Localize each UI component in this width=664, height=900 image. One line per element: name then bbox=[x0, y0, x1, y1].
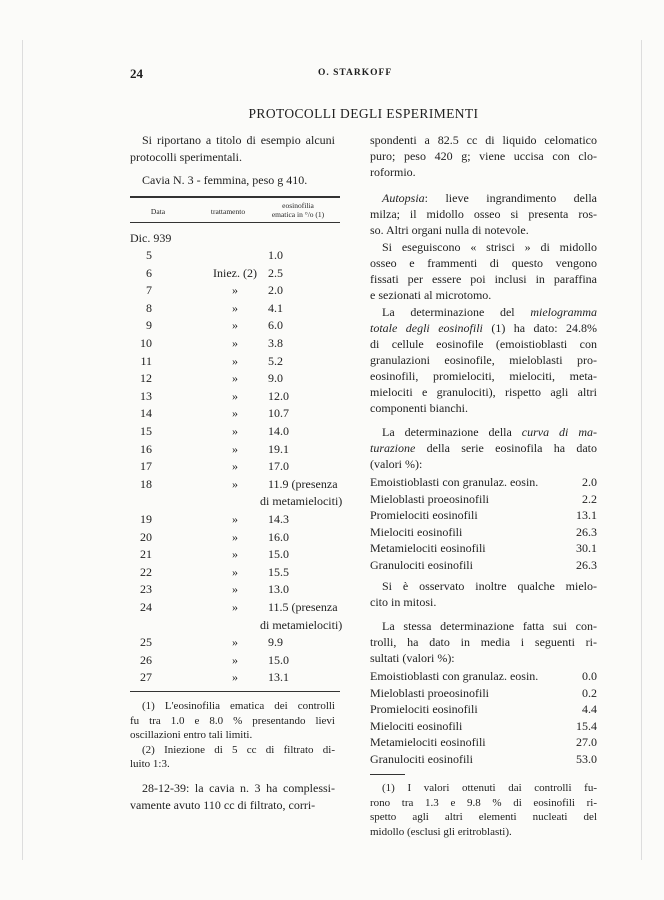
value-number: 30.1 bbox=[576, 541, 597, 556]
table-row bbox=[130, 247, 340, 265]
cell-value: 9.0 bbox=[268, 371, 283, 386]
table-row bbox=[130, 335, 340, 353]
footnote bbox=[130, 699, 335, 743]
cell-value: 4.1 bbox=[268, 300, 283, 315]
paragraph-mielogramma bbox=[370, 304, 597, 416]
cell-date: 21 bbox=[140, 547, 152, 562]
cell-date: 7 bbox=[146, 283, 152, 298]
italic-text: mielogramma bbox=[530, 305, 597, 319]
cell-value: 10.7 bbox=[268, 406, 289, 421]
table-row bbox=[130, 423, 340, 441]
cell-date: 22 bbox=[140, 564, 152, 579]
cell-value: 15.5 bbox=[268, 564, 289, 579]
value-number: 4.4 bbox=[582, 702, 597, 717]
value-label: Granulociti eosinofili bbox=[370, 557, 473, 572]
text-line: spondenti a 82.5 cc di liquido celomatico bbox=[370, 133, 597, 147]
paragraph-autopsia bbox=[370, 190, 597, 238]
table-row bbox=[130, 511, 340, 529]
table-row bbox=[130, 353, 340, 371]
text-line: (1) I valori ottenuti dai controlli fu- bbox=[382, 782, 597, 794]
cell-note: di metamielociti) bbox=[260, 617, 343, 632]
table-row bbox=[130, 405, 340, 423]
cell-treatment: » bbox=[232, 512, 238, 526]
paragraph-strisci bbox=[370, 239, 597, 303]
cell-value: 11.5 (presenza bbox=[268, 600, 338, 614]
table-row bbox=[130, 546, 340, 564]
table-row bbox=[130, 634, 340, 652]
value-number: 26.3 bbox=[576, 557, 597, 572]
text-line bbox=[370, 304, 597, 320]
subject-line: Cavia N. 3 - femmina, peso g 410. bbox=[142, 173, 308, 187]
value-label: Emoistioblasti con granulaz. eosin. bbox=[370, 475, 539, 489]
cell-treatment: » bbox=[232, 424, 238, 438]
col-header-date: Data bbox=[150, 207, 166, 216]
text-line: so. Altri organi nulla di notevole. bbox=[370, 223, 529, 237]
value-label: Mielociti eosinofili bbox=[370, 718, 463, 733]
text-line: midollo (esclusi gli eritroblasti). bbox=[370, 825, 512, 838]
text-line: componenti bianchi. bbox=[370, 401, 468, 415]
value-label: Metamielociti eosinofili bbox=[370, 541, 486, 556]
cell-treatment: » bbox=[232, 300, 238, 315]
intro-paragraph bbox=[130, 132, 335, 166]
cell-value: 14.3 bbox=[268, 512, 289, 526]
maturation-treated-list bbox=[370, 474, 597, 574]
paragraph-continuation bbox=[370, 132, 597, 180]
col-header-treatment: trattamento bbox=[210, 207, 246, 216]
text-line: puro; peso 420 g; viene uccisa con clo- bbox=[370, 149, 597, 163]
cell-date: 24 bbox=[140, 600, 152, 614]
text-line: granulazioni eosinofile, mieloblasti pro- bbox=[370, 353, 597, 367]
text-line: Si eseguiscono « strisci » di midollo bbox=[382, 240, 597, 254]
text-segment: (1) ha dato: 24.8% bbox=[482, 321, 597, 335]
cell-value: 9.9 bbox=[268, 635, 283, 650]
value-number: 53.0 bbox=[576, 751, 597, 766]
paragraph-mitosi bbox=[370, 578, 597, 610]
table-row bbox=[130, 652, 340, 670]
cell-treatment: » bbox=[232, 353, 238, 368]
value-number: 27.0 bbox=[576, 735, 597, 750]
text-line: oscillazioni entro tali limiti. bbox=[130, 729, 253, 741]
table-header-rule bbox=[130, 222, 340, 223]
value-number: 0.2 bbox=[582, 685, 597, 700]
value-label: Mieloblasti proeosinofili bbox=[370, 491, 489, 506]
section-title: PROTOCOLLI DEGLI ESPERIMENTI bbox=[248, 106, 479, 121]
text-line: eosinofili, promielociti, mielociti, meta- bbox=[370, 369, 597, 383]
text-line: rono tra 1.3 e 9.8 % di eosinofili ri- bbox=[370, 796, 597, 809]
text-line bbox=[370, 424, 597, 440]
table-row bbox=[130, 388, 340, 406]
text-line: vamente avuto 110 cc di filtrato, corri- bbox=[130, 797, 316, 812]
cell-date: 27 bbox=[140, 670, 152, 685]
value-row bbox=[370, 668, 597, 685]
text-line: di cellule eosinofile (emoistioblasti con bbox=[370, 337, 597, 351]
table-row bbox=[130, 529, 340, 547]
paragraph-controlli bbox=[370, 618, 597, 666]
table-top-rule bbox=[130, 196, 340, 198]
text-line: cito in mitosi. bbox=[370, 595, 437, 609]
value-number: 2.0 bbox=[582, 475, 597, 489]
cell-treatment: » bbox=[232, 582, 238, 597]
text-line: luito 1:3. bbox=[130, 758, 170, 770]
cell-date: 6 bbox=[146, 265, 152, 280]
cell-value: 6.0 bbox=[268, 318, 283, 333]
cell-date: 10 bbox=[140, 336, 152, 350]
cell-value: 1.0 bbox=[268, 248, 283, 262]
cell-treatment: » bbox=[232, 318, 238, 333]
value-number: 26.3 bbox=[576, 524, 597, 539]
cell-date: 13 bbox=[140, 388, 152, 403]
cell-treatment: » bbox=[232, 547, 238, 562]
cell-value: 5.2 bbox=[268, 353, 283, 368]
cell-value: 2.0 bbox=[268, 283, 283, 298]
text-line: Si riportano a titolo di esempio alcuni bbox=[142, 133, 335, 147]
table-row bbox=[130, 300, 340, 318]
value-number: 2.2 bbox=[582, 491, 597, 506]
cell-value: 13.0 bbox=[268, 582, 289, 597]
cell-treatment: » bbox=[232, 652, 238, 667]
text-line: fissati per essere poi inclusi in paraffina bbox=[370, 272, 597, 286]
text-line bbox=[370, 320, 597, 336]
value-label: Mieloblasti proeosinofili bbox=[370, 685, 489, 700]
cell-date: 8 bbox=[146, 300, 152, 315]
running-head: O. STARKOFF bbox=[318, 68, 393, 78]
cell-value: 15.0 bbox=[268, 652, 289, 667]
footnote bbox=[130, 743, 335, 772]
value-row bbox=[370, 540, 597, 557]
cell-treatment: » bbox=[232, 670, 238, 685]
cell-date: 26 bbox=[140, 652, 152, 667]
cell-date: 14 bbox=[140, 406, 152, 421]
cell-value: 17.0 bbox=[268, 459, 289, 474]
table-row bbox=[130, 564, 340, 582]
value-label: Metamielociti eosinofili bbox=[370, 735, 486, 750]
cell-date: 25 bbox=[140, 635, 152, 650]
italic-text: totale degli eosinofili bbox=[370, 321, 483, 335]
cell-treatment: » bbox=[232, 476, 238, 491]
value-row bbox=[370, 751, 597, 768]
right-footnote bbox=[370, 781, 597, 839]
value-row bbox=[370, 507, 597, 524]
text-line: fu tra 1.0 e 8.0 % presentando lievi bbox=[130, 714, 335, 727]
text-segment: : lieve ingrandimento della bbox=[424, 191, 597, 205]
text-line: spetto agli altri elementi nucleati del bbox=[370, 811, 597, 823]
value-label: Promielociti eosinofili bbox=[370, 508, 478, 523]
text-line: protocolli sperimentali. bbox=[130, 149, 242, 164]
table-row-note bbox=[130, 493, 343, 511]
cell-date: 15 bbox=[140, 424, 152, 438]
text-line: mielociti e granulociti), rispetto agli altri bbox=[370, 385, 597, 399]
text-line: roformio. bbox=[370, 165, 416, 179]
col-header-eosinophilia bbox=[258, 201, 338, 219]
text-line: 28-12-39: la cavia n. 3 ha complessi- bbox=[142, 781, 335, 795]
cell-value: 15.0 bbox=[268, 547, 289, 562]
cell-value: 13.1 bbox=[268, 670, 289, 685]
value-number: 0.0 bbox=[582, 669, 597, 683]
table-row bbox=[130, 441, 340, 459]
text-line: milza; il midollo osseo si presenta ros- bbox=[370, 207, 597, 221]
table-row bbox=[130, 370, 340, 388]
table-row bbox=[130, 282, 340, 300]
text-line bbox=[370, 440, 597, 456]
text-segment: La determinazione del bbox=[382, 305, 531, 319]
cell-treatment: » bbox=[232, 388, 238, 403]
cell-date: 5 bbox=[146, 248, 152, 262]
table-row bbox=[130, 476, 340, 494]
cell-treatment: » bbox=[232, 371, 238, 386]
cell-treatment: » bbox=[232, 441, 238, 456]
cell-treatment: » bbox=[232, 600, 238, 614]
left-end-paragraph bbox=[130, 780, 335, 814]
text-line: osseo e frammenti di questo vengono bbox=[370, 256, 597, 270]
cell-value: 19.1 bbox=[268, 441, 289, 456]
cell-date: 23 bbox=[140, 582, 152, 597]
scan-edge-left bbox=[22, 40, 23, 860]
cell-treatment: » bbox=[232, 459, 238, 474]
cell-date: 18 bbox=[140, 476, 152, 491]
cell-note: di metamielociti) bbox=[260, 494, 343, 509]
value-row bbox=[370, 685, 597, 702]
value-row bbox=[370, 491, 597, 508]
text-line: (valori %): bbox=[370, 457, 423, 471]
footnote-rule bbox=[370, 774, 405, 775]
text-line: trolli, ha dato in media i seguenti ri- bbox=[370, 635, 597, 649]
value-label: Emoistioblasti con granulaz. eosin. bbox=[370, 669, 539, 683]
col-header-eos-2: ematica in °/o (1) bbox=[271, 210, 325, 219]
value-row bbox=[370, 701, 597, 718]
scan-edge-right bbox=[641, 40, 642, 860]
cell-value: 11.9 (presenza bbox=[268, 476, 338, 491]
italic-text: turazione bbox=[370, 441, 416, 455]
table-row-note bbox=[130, 617, 343, 635]
value-label: Mielociti eosinofili bbox=[370, 524, 463, 539]
text-segment: della serie eosinofila ha dato bbox=[415, 441, 597, 455]
italic-text: Autopsia bbox=[382, 191, 425, 205]
text-line: (1) L'eosinofilia ematica dei controlli bbox=[142, 700, 335, 712]
text-line: sultati (valori %): bbox=[370, 651, 455, 665]
cell-treatment: » bbox=[232, 529, 238, 544]
text-line: e sezionati al microtomo. bbox=[370, 288, 492, 302]
cell-treatment: » bbox=[232, 336, 238, 350]
value-row bbox=[370, 734, 597, 751]
cell-date: 16 bbox=[140, 441, 152, 456]
cell-treatment: Iniez. (2) bbox=[213, 265, 257, 280]
cell-value: 2.5 bbox=[268, 265, 283, 280]
table-bottom-rule bbox=[130, 691, 340, 692]
col-header-eos-1: eosinofilia bbox=[282, 201, 314, 210]
page-number: 24 bbox=[130, 66, 143, 81]
value-label: Promielociti eosinofili bbox=[370, 702, 478, 717]
cell-date: 17 bbox=[140, 459, 152, 474]
table-row bbox=[130, 669, 340, 687]
paragraph-curva bbox=[370, 424, 597, 472]
value-label: Granulociti eosinofili bbox=[370, 751, 473, 766]
table-row bbox=[130, 581, 340, 599]
table-month: Dic. 939 bbox=[130, 231, 172, 245]
cell-treatment: » bbox=[232, 406, 238, 421]
table-row bbox=[130, 458, 340, 476]
table-row bbox=[130, 265, 340, 283]
cell-value: 14.0 bbox=[268, 424, 289, 438]
cell-value: 16.0 bbox=[268, 529, 289, 544]
text-segment: La determinazione della bbox=[382, 425, 522, 439]
maturation-controls-list bbox=[370, 668, 597, 768]
cell-treatment: » bbox=[232, 564, 238, 579]
table-row bbox=[130, 599, 340, 617]
cell-date: 20 bbox=[140, 529, 152, 544]
value-number: 13.1 bbox=[576, 508, 597, 523]
value-row bbox=[370, 718, 597, 735]
cell-date: 19 bbox=[140, 512, 152, 526]
text-line bbox=[370, 190, 597, 206]
cell-value: 12.0 bbox=[268, 388, 289, 403]
text-line: La stessa determinazione fatta sui con- bbox=[382, 619, 597, 633]
cell-treatment: » bbox=[232, 635, 238, 650]
cell-treatment: » bbox=[232, 283, 238, 298]
cell-value: 3.8 bbox=[268, 336, 283, 350]
table-row bbox=[130, 317, 340, 335]
text-line: (2) Iniezione di 5 cc di filtrato di- bbox=[142, 743, 335, 756]
cell-date: 9 bbox=[146, 318, 152, 333]
text-line: Si è osservato inoltre qualche mielo- bbox=[382, 579, 597, 593]
value-number: 15.4 bbox=[576, 718, 597, 733]
value-row bbox=[370, 474, 597, 491]
value-row bbox=[370, 524, 597, 541]
left-footnotes bbox=[130, 699, 335, 772]
italic-text: curva di ma- bbox=[521, 425, 597, 439]
cell-date: 12 bbox=[140, 371, 152, 386]
cell-date: 11 bbox=[140, 353, 152, 368]
value-row bbox=[370, 557, 597, 574]
